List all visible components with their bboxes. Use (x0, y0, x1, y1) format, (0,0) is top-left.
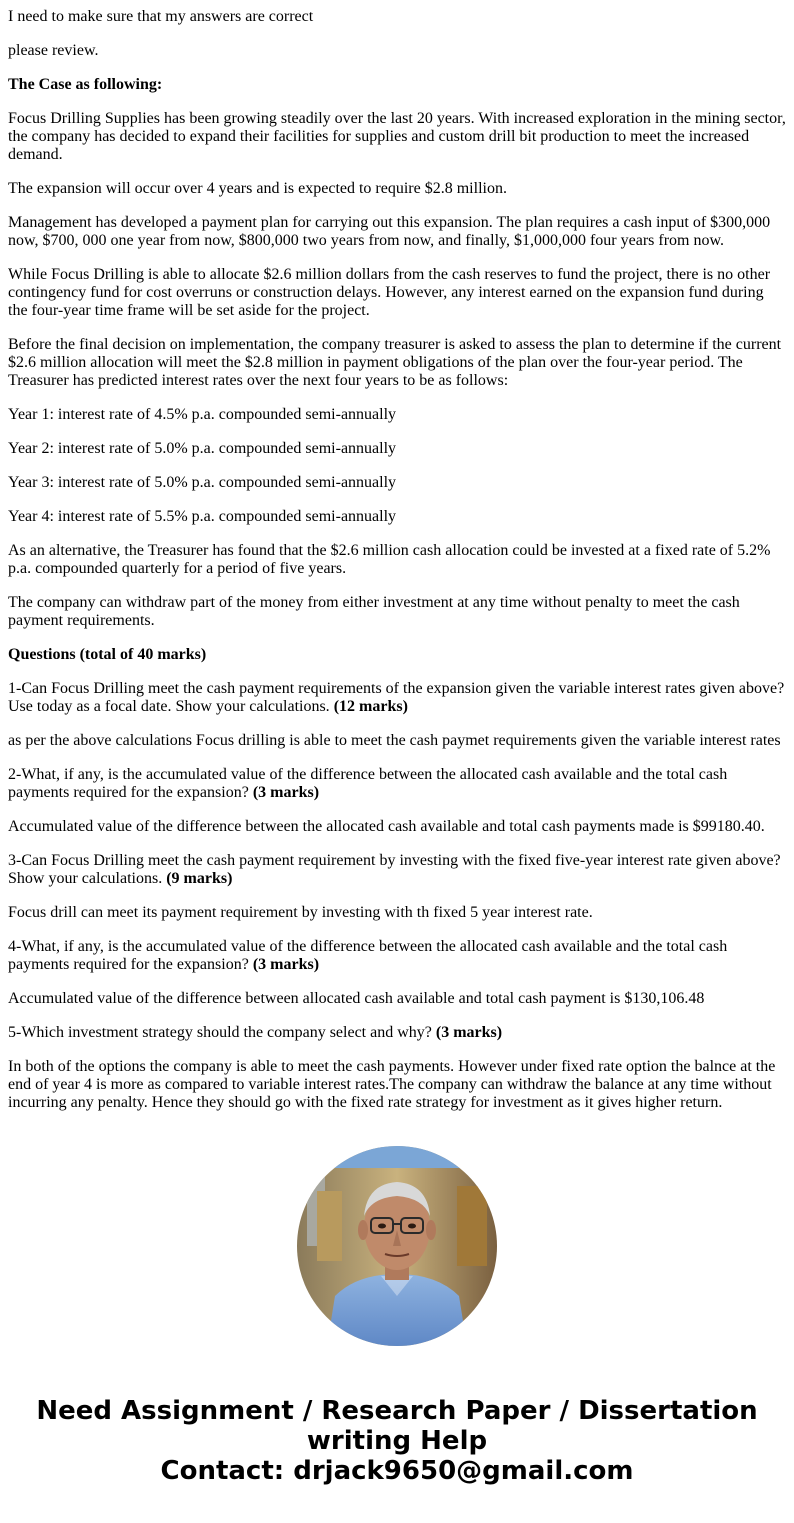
intro-line-2: please review. (8, 42, 99, 59)
intro-line-1: I need to make sure that my answers are correct (8, 8, 314, 25)
author-photo (297, 1146, 497, 1346)
promo-contact: Contact: drjack9650@gmail.com (160, 1456, 634, 1486)
question-1 (8, 680, 786, 716)
question-5-marks: (3 marks) (435, 1024, 503, 1041)
rate-year-3: Year 3: interest rate of 5.0% p.a. compounded semi-annually (8, 474, 397, 491)
question-3-text: 3-Can Focus Drilling meet the cash payment requirement by investing with the fixed five-year interest rate given above? Show your calculations. (8, 852, 781, 887)
questions-heading (8, 646, 786, 664)
case-paragraph-3: Management has developed a payment plan for carrying out this expansion. The plan requires a cash input of $300,000 now, $700, 000 one year from now, $800,000 two years from now, and finally, $1,000,000 four years from now. (8, 214, 771, 249)
case-paragraph-7: The company can withdraw part of the money from either investment at any time without penalty to meet the cash payment requirements. (8, 594, 740, 629)
rate-year-1: Year 1: interest rate of 4.5% p.a. compounded semi-annually (8, 406, 397, 423)
promo-line-2: writing Help (306, 1426, 488, 1456)
case-paragraph-6: As an alternative, the Treasurer has found that the $2.6 million cash allocation could be invested at a fixed rate of 5.2% p.a. compounded quarterly for a period of five years. (8, 542, 771, 577)
question-1-text: 1-Can Focus Drilling meet the cash payment requirements of the expansion given the variable interest rates given above? Use today as a focal date. Show your calculations. (8, 680, 785, 715)
answer-4: Accumulated value of the difference between allocated cash available and total cash payment is $130,106.48 (8, 990, 705, 1007)
question-5 (8, 1024, 786, 1042)
question-1-marks: (12 marks) (333, 698, 408, 715)
rate-year-4: Year 4: interest rate of 5.5% p.a. compounded semi-annually (8, 508, 397, 525)
question-5-text: 5-Which investment strategy should the company select and why? (8, 1024, 436, 1041)
case-paragraph-5: Before the final decision on implementation, the company treasurer is asked to assess the plan to determine if the current $2.6 million allocation will meet the $2.8 million in payment obligations of the plan over the four-year period. The Treasurer has predicted interest rates over the next four years to be as follows: (8, 336, 782, 389)
question-4-marks: (3 marks) (252, 956, 320, 973)
question-2-marks: (3 marks) (252, 784, 320, 801)
answer-3: Focus drill can meet its payment requirement by investing with th fixed 5 year interest rate. (8, 904, 593, 921)
question-4-text: 4-What, if any, is the accumulated value of the difference between the allocated cash available and the total cash payments required for the expansion? (8, 938, 728, 973)
answer-2: Accumulated value of the difference between the allocated cash available and total cash payments made is $99180.40. (8, 818, 765, 835)
case-paragraph-1: Focus Drilling Supplies has been growing steadily over the last 20 years. With increased exploration in the mining sector, the company has decided to expand their facilities for supplies and custom drill bit production to meet the increased demand. (8, 110, 786, 163)
case-heading-text: The Case as following: (8, 76, 163, 93)
answer-1: as per the above calculations Focus drilling is able to meet the cash paymet requirements given the variable interest rates (8, 732, 781, 749)
author-photo-container (0, 1146, 794, 1346)
question-2-text: 2-What, if any, is the accumulated value of the difference between the allocated cash available and the total cash payments required for the expansion? (8, 766, 728, 801)
answer-5: In both of the options the company is able to meet the cash payments. However under fixed rate option the balnce at the end of year 4 is more as compared to variable interest rates.The company can withdraw the balance at any time without incurring any penalty. Hence they should go with the fixed rate strategy for investment as it gives higher return. (8, 1058, 776, 1111)
question-4 (8, 938, 786, 974)
question-2 (8, 766, 786, 802)
promo-banner (0, 1396, 794, 1486)
question-3 (8, 852, 786, 888)
case-paragraph-2: The expansion will occur over 4 years and is expected to require $2.8 million. (8, 180, 507, 197)
author-portrait-image (297, 1146, 497, 1346)
questions-heading-text: Questions (total of 40 marks) (8, 646, 207, 663)
case-heading (8, 76, 786, 94)
case-paragraph-4: While Focus Drilling is able to allocate $2.6 million dollars from the cash reserves to fund the project, there is no other contingency fund for cost overruns or construction delays. However, any interest earned on the expansion fund during the four-year time frame will be set aside for the project. (8, 266, 771, 319)
question-3-marks: (9 marks) (166, 870, 233, 887)
promo-line-1: Need Assignment / Research Paper / Dissertation (36, 1396, 758, 1426)
rate-year-2: Year 2: interest rate of 5.0% p.a. compounded semi-annually (8, 440, 397, 457)
